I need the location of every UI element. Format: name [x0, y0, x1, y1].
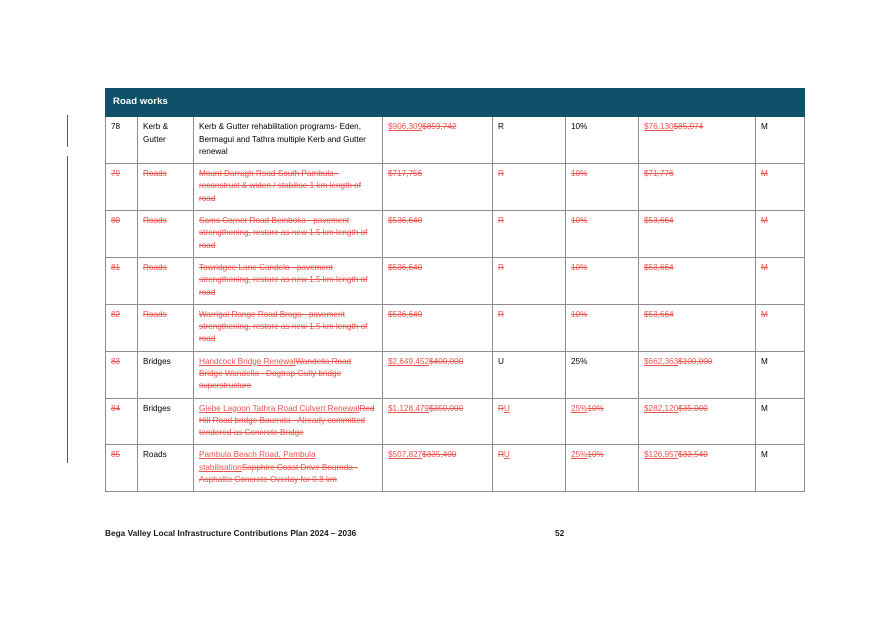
deleted-text: Sams Corner Road Bemboka - pavement strengthening, restore as new 1.5 km length of road — [199, 216, 368, 250]
deleted-text: $100,000 — [678, 356, 713, 366]
inserted-text: 25% — [571, 450, 588, 460]
deleted-text: M — [761, 262, 768, 272]
table-row — [106, 351, 805, 398]
cell-catchment-category — [493, 117, 566, 164]
table-row — [106, 398, 805, 445]
static-text: M — [761, 403, 768, 413]
cell-estimated-cost — [383, 445, 493, 492]
deleted-text: Roads — [143, 262, 167, 272]
deleted-text: Red Hill Road bridge Bournda - Already committed tendered as Concrete Bridge — [199, 403, 375, 438]
deleted-text: $53,664 — [644, 309, 674, 319]
footer-page-number: 52 — [555, 528, 565, 538]
static-text: M — [761, 356, 768, 366]
cell-apportionment-percent — [566, 117, 639, 164]
deleted-text: R — [498, 216, 504, 226]
deleted-text: 10% — [587, 450, 604, 460]
deleted-text: R — [498, 262, 504, 272]
deleted-text: 10% — [571, 309, 588, 319]
cell-estimated-cost — [383, 117, 493, 164]
static-text: 25% — [571, 356, 588, 366]
deleted-text: 84 — [111, 403, 121, 413]
page-footer — [105, 528, 804, 538]
cell-work-description — [194, 257, 383, 304]
inserted-text: $507,827 — [388, 450, 423, 460]
deleted-text: Roads — [143, 216, 167, 226]
cell-staff-code — [756, 304, 805, 351]
inserted-text: $1,128,479 — [388, 403, 429, 413]
cell-contribution-amount — [639, 304, 756, 351]
static-text: Bridges — [143, 403, 171, 413]
deleted-text: 79 — [111, 169, 121, 179]
deleted-text: R — [498, 403, 504, 413]
cell-apportionment-percent — [566, 164, 639, 211]
inserted-text: U — [503, 403, 510, 413]
cell-contribution-amount — [639, 398, 756, 445]
cell-work-description — [194, 445, 383, 492]
table-row — [106, 211, 805, 258]
deleted-text: $717,756 — [388, 169, 423, 179]
cell-contribution-amount — [639, 351, 756, 398]
inserted-text: $126,957 — [644, 450, 679, 460]
deleted-text: $536,640 — [388, 262, 423, 272]
cell-apportionment-percent — [566, 445, 639, 492]
cell-staff-code — [756, 211, 805, 258]
cell-row-number — [106, 304, 138, 351]
cell-work-description — [194, 211, 383, 258]
cell-apportionment-percent — [566, 351, 639, 398]
cell-contribution-amount — [639, 211, 756, 258]
static-text: U — [498, 356, 504, 366]
deleted-text: 10% — [571, 169, 588, 179]
cell-catchment-category — [493, 398, 566, 445]
deleted-text: $350,000 — [428, 403, 464, 413]
cell-work-type — [138, 304, 194, 351]
inserted-text: $76,130 — [644, 122, 674, 132]
table-row — [106, 164, 805, 211]
inserted-text: $662,363 — [644, 356, 679, 366]
cell-apportionment-percent — [566, 211, 639, 258]
static-text: 10% — [571, 122, 588, 132]
deleted-text: $859,742 — [422, 122, 457, 132]
cell-work-type — [138, 398, 194, 445]
cell-estimated-cost — [383, 164, 493, 211]
cell-staff-code — [756, 164, 805, 211]
deleted-text: $33,540 — [678, 450, 708, 460]
deleted-text: Roads — [143, 309, 167, 319]
cell-work-type — [138, 117, 194, 164]
cell-contribution-amount — [639, 117, 756, 164]
inserted-text: $2,649,452 — [388, 356, 429, 366]
inserted-text: $906,309 — [388, 122, 423, 132]
cell-catchment-category — [493, 304, 566, 351]
cell-work-description — [194, 351, 383, 398]
inserted-text: U — [503, 450, 510, 460]
cell-work-description — [194, 117, 383, 164]
deleted-text: $400,000 — [428, 356, 464, 366]
deleted-text: R — [498, 309, 504, 319]
cell-estimated-cost — [383, 398, 493, 445]
deleted-text: M — [761, 216, 768, 226]
table-row — [106, 257, 805, 304]
deleted-text: Warrigal Range Road Brogo - pavement strengthening, restore as new 1.5 km length of road — [199, 309, 368, 344]
deleted-text: $536,640 — [388, 216, 423, 226]
deleted-text: $53,664 — [644, 216, 674, 226]
deleted-text: $85,974 — [673, 122, 704, 132]
deleted-text: $53,664 — [644, 262, 674, 272]
deleted-text: 83 — [111, 356, 121, 366]
table-row — [106, 445, 805, 492]
road-works-table — [105, 88, 805, 492]
cell-row-number — [106, 211, 138, 258]
deleted-text: $536,640 — [388, 309, 423, 319]
static-text: M — [761, 450, 768, 460]
deleted-text: Towridgee Lane Candelo - pavement strengthening, restore as new 1.5 km length of road — [199, 262, 368, 297]
cell-work-description — [194, 164, 383, 211]
inserted-text: Handcock Bridge Renewal — [199, 356, 296, 366]
cell-catchment-category — [493, 445, 566, 492]
cell-work-type — [138, 445, 194, 492]
static-text: Roads — [143, 450, 167, 460]
cell-work-type — [138, 211, 194, 258]
cell-staff-code — [756, 398, 805, 445]
change-bar-row-78 — [67, 115, 68, 147]
deleted-text: 10% — [587, 403, 604, 413]
cell-staff-code — [756, 257, 805, 304]
cell-contribution-amount — [639, 445, 756, 492]
footer-document-title: Bega Valley Local Infrastructure Contributions Plan 2024 – 2036 — [105, 528, 357, 538]
cell-row-number — [106, 257, 138, 304]
cell-staff-code — [756, 445, 805, 492]
cell-estimated-cost — [383, 304, 493, 351]
deleted-text: 80 — [111, 216, 121, 226]
deleted-text: 82 — [111, 309, 121, 319]
cell-catchment-category — [493, 351, 566, 398]
cell-catchment-category — [493, 211, 566, 258]
deleted-text: $335,400 — [422, 450, 457, 460]
cell-work-description — [194, 304, 383, 351]
change-bar-rows-79-85 — [67, 156, 68, 463]
cell-contribution-amount — [639, 257, 756, 304]
cell-apportionment-percent — [566, 398, 639, 445]
cell-catchment-category — [493, 257, 566, 304]
deleted-text: Roads — [143, 169, 167, 179]
table-section-header-row — [106, 89, 805, 117]
deleted-text: M — [761, 169, 768, 179]
deleted-text: Sapphire Coast Drive Bournda - Asphaltic Concrete Overlay for 0.8 km — [199, 462, 358, 485]
static-text: Kerb & Gutter rehabilitation programs- Eden, Bermagui and Tathra multiple Kerb and Gutter renewal — [199, 122, 366, 156]
static-text: Bridges — [143, 356, 171, 366]
cell-row-number — [106, 445, 138, 492]
deleted-text: 10% — [571, 216, 588, 226]
deleted-text: 81 — [111, 262, 121, 272]
inserted-text: 25% — [571, 403, 588, 413]
cell-work-type — [138, 257, 194, 304]
table-body — [106, 117, 805, 492]
cell-contribution-amount — [639, 164, 756, 211]
static-text: R — [498, 122, 504, 132]
deleted-text: R — [498, 169, 504, 179]
cell-row-number — [106, 164, 138, 211]
cell-staff-code — [756, 351, 805, 398]
deleted-text: $71,776 — [644, 169, 674, 179]
inserted-text: $282,120 — [644, 403, 679, 413]
deleted-text: 10% — [571, 262, 588, 272]
static-text: Kerb & Gutter — [143, 122, 169, 144]
cell-apportionment-percent — [566, 257, 639, 304]
cell-staff-code — [756, 117, 805, 164]
cell-catchment-category — [493, 164, 566, 211]
deleted-text: 85 — [111, 450, 121, 460]
deleted-text: Mount Darragh Road South Pambula - reconstruct & widen / stabilise 1 km length of road — [199, 169, 362, 203]
deleted-text: R — [498, 450, 504, 460]
cell-estimated-cost — [383, 257, 493, 304]
inserted-text: Pambula Beach Road, Pambula stabilisation — [199, 450, 316, 472]
inserted-text: Glebe Lagoon Tathra Road Culvert Renewal — [199, 403, 360, 413]
deleted-text: M — [761, 309, 768, 319]
cell-work-description — [194, 398, 383, 445]
static-text: 78 — [111, 122, 121, 132]
cell-row-number — [106, 351, 138, 398]
deleted-text: $35,000 — [678, 403, 708, 413]
static-text: M — [761, 122, 768, 132]
cell-estimated-cost — [383, 211, 493, 258]
table-row — [106, 304, 805, 351]
cell-work-type — [138, 164, 194, 211]
cell-row-number — [106, 398, 138, 445]
cell-work-type — [138, 351, 194, 398]
cell-estimated-cost — [383, 351, 493, 398]
section-header-label: Road works — [106, 89, 805, 117]
cell-row-number — [106, 117, 138, 164]
deleted-text: Wandella Road Bridge Wandella - Dogtrap Gully bridge superstructure — [199, 356, 352, 391]
table-row — [106, 117, 805, 164]
cell-apportionment-percent — [566, 304, 639, 351]
